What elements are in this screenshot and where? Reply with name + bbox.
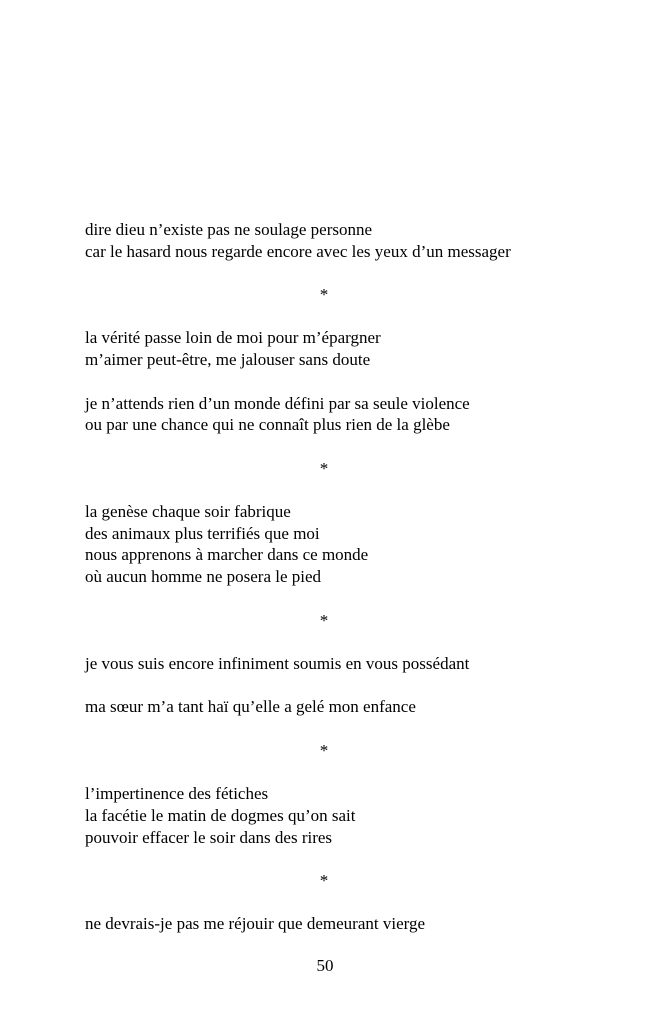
blank-line bbox=[85, 262, 563, 284]
poem-line: je n’attends rien d’un monde défini par sa seule violence bbox=[85, 393, 470, 413]
blank-line bbox=[85, 631, 563, 653]
poem-line: pouvoir effacer le soir dans des rires bbox=[85, 827, 333, 847]
stanza-separator: * bbox=[319, 458, 329, 478]
blank-line bbox=[85, 479, 563, 501]
poem-line: la vérité passe loin de moi pour m’épargner bbox=[85, 328, 381, 348]
poem-body bbox=[85, 219, 563, 935]
poem-line: ou par une chance qui ne connaît plus rien de la glèbe bbox=[85, 415, 450, 435]
blank-line bbox=[85, 718, 563, 740]
poem-line: des animaux plus terrifiés que moi bbox=[85, 523, 320, 543]
blank-line bbox=[85, 306, 563, 328]
poem-line: la genèse chaque soir fabrique bbox=[85, 502, 291, 522]
poem-line: où aucun homme ne posera le pied bbox=[85, 567, 322, 587]
blank-line bbox=[85, 892, 563, 914]
stanza-separator: * bbox=[319, 285, 329, 305]
poem-line: m’aimer peut-être, me jalouser sans doute bbox=[85, 350, 371, 370]
page-number: 50 bbox=[316, 956, 334, 975]
stanza-separator: * bbox=[319, 610, 329, 630]
poem-line: ne devrais-je pas me réjouir que demeurant vierge bbox=[85, 914, 426, 934]
blank-line bbox=[85, 761, 563, 783]
poem-line: l’impertinence des fétiches bbox=[85, 784, 269, 804]
poem-line: nous apprenons à marcher dans ce monde bbox=[85, 545, 369, 565]
blank-line bbox=[85, 675, 563, 697]
blank-line bbox=[85, 588, 563, 610]
blank-line bbox=[85, 848, 563, 870]
poem-line: car le hasard nous regarde encore avec les yeux d’un messager bbox=[85, 241, 511, 261]
stanza-separator: * bbox=[319, 740, 329, 760]
poem-line: ma sœur m’a tant haï qu’elle a gelé mon enfance bbox=[85, 697, 416, 717]
stanza-separator: * bbox=[319, 870, 329, 890]
poem-line: je vous suis encore infiniment soumis en vous possédant bbox=[85, 653, 470, 673]
poem-line: la facétie le matin de dogmes qu’on sait bbox=[85, 805, 356, 825]
blank-line bbox=[85, 436, 563, 458]
blank-line bbox=[85, 371, 563, 393]
poem-line: dire dieu n’existe pas ne soulage personne bbox=[85, 220, 373, 239]
